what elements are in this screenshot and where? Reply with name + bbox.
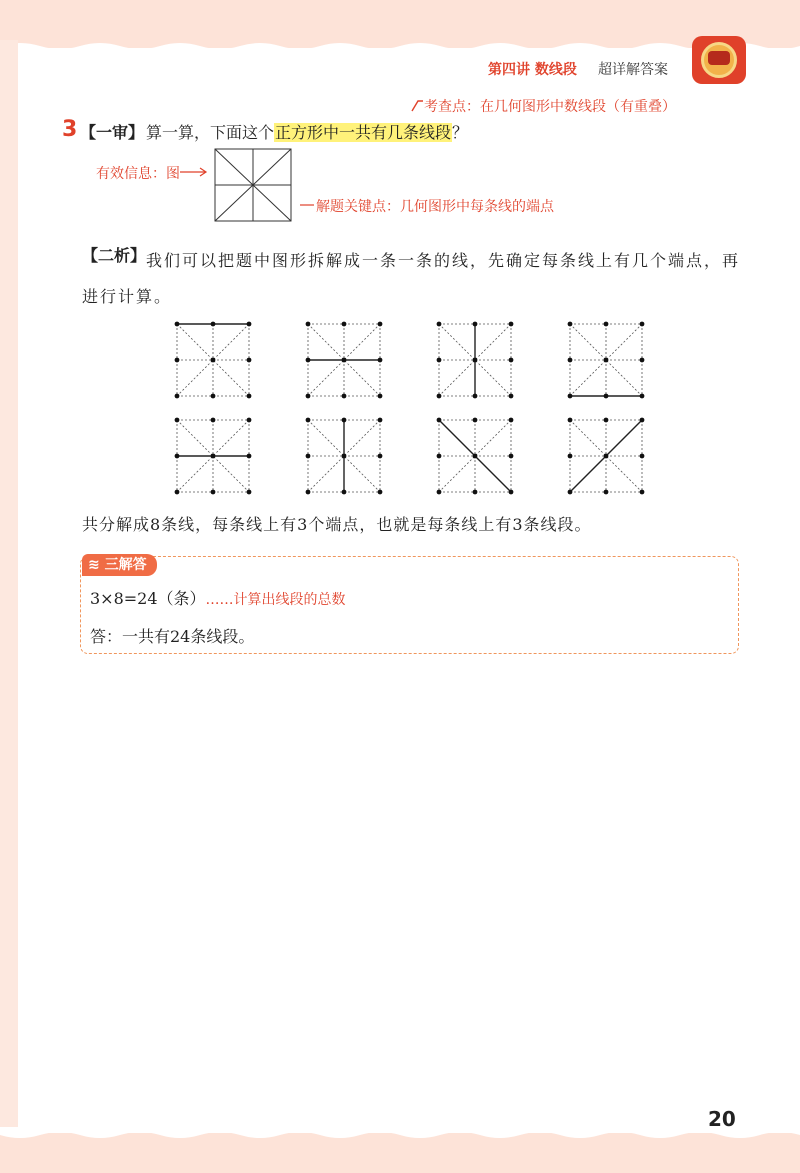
grid-dot (509, 454, 514, 459)
grid-dot (378, 418, 383, 423)
top-decorative-band (0, 0, 800, 48)
square-figure (214, 148, 292, 222)
decomposition-figure-8 (568, 418, 645, 495)
logo-ribbon (708, 51, 730, 65)
grid-dot (437, 322, 442, 327)
analysis-text: 我们可以把题中图形拆解成一条一条的线，先确定每条线上有几个端点，再进行计算。 (82, 251, 741, 306)
grid-dot (473, 322, 478, 327)
summary-text: 共分解成8条线，每条线上有3个端点，也就是每条线上有3条线段。 (82, 515, 592, 534)
grid-dot (604, 418, 609, 423)
grid-dot (342, 394, 347, 399)
calculation-text: 3×8=24（条） (90, 589, 206, 608)
decomposition-figure-6 (306, 418, 383, 495)
grid-dot (473, 490, 478, 495)
grid-dot (306, 418, 311, 423)
chapter-title: 第四讲 数线段 (488, 62, 577, 78)
grid-dot (342, 322, 347, 327)
grid-dot (568, 454, 573, 459)
grid-dot (640, 394, 645, 399)
book-logo-badge (692, 36, 746, 84)
grid-dot (211, 358, 216, 363)
wave-icon: ≋ (88, 557, 105, 573)
grid-dot (437, 418, 442, 423)
grid-dot (509, 322, 514, 327)
decomposition-figure-2 (306, 322, 383, 399)
grid-dot (175, 322, 180, 327)
grid-dot (306, 394, 311, 399)
grid-dot (509, 358, 514, 363)
valid-info-text: 有效信息：图 (96, 166, 180, 182)
question-tag: 【一审】 (80, 123, 145, 142)
grid-dot (437, 394, 442, 399)
question-text-before: 算一算，下面这个 (146, 123, 275, 142)
decomposition-figure-1 (175, 322, 252, 399)
grid-dot (211, 322, 216, 327)
grid-dot (473, 418, 478, 423)
grid-dot (604, 394, 609, 399)
decomposition-figure-3 (437, 322, 514, 399)
grid-dot (509, 490, 514, 495)
grid-dot (568, 322, 573, 327)
grid-dot (306, 490, 311, 495)
decomposition-figure-5 (175, 418, 252, 495)
grid-dot (640, 418, 645, 423)
grid-dot (306, 322, 311, 327)
grid-dot (306, 454, 311, 459)
decomposition-figure-4 (568, 322, 645, 399)
grid-dot (604, 454, 609, 459)
grid-dot (568, 358, 573, 363)
arrow-right-icon (180, 167, 208, 177)
grid-dot (175, 358, 180, 363)
grid-dot (247, 358, 252, 363)
grid-dot (211, 418, 216, 423)
grid-dot (568, 394, 573, 399)
grid-dot (640, 322, 645, 327)
final-answer: 答：一共有24条线段。 (90, 627, 255, 646)
grid-dot (473, 394, 478, 399)
key-point-text: 解题关键点：几何图形中每条线的端点 (316, 199, 554, 215)
question-number: 3 (62, 117, 78, 142)
header-subtitle: 超详解答案 (598, 62, 668, 78)
question-text-highlight: 正方形中一共有几条线段 (275, 123, 452, 142)
answer-title-text: 三解答 (104, 557, 147, 573)
page-number: 20 (708, 1107, 736, 1131)
decomposition-figures (160, 308, 660, 498)
grid-dot (342, 418, 347, 423)
grid-dot (509, 394, 514, 399)
grid-dot (378, 358, 383, 363)
grid-dot (437, 358, 442, 363)
grid-dot (175, 394, 180, 399)
grid-dot (640, 454, 645, 459)
grid-dot (211, 454, 216, 459)
grid-dot (640, 358, 645, 363)
question-text (146, 120, 468, 143)
grid-dot (378, 322, 383, 327)
pointer-arrow-icon (410, 97, 424, 113)
grid-dot (211, 394, 216, 399)
grid-dot (378, 394, 383, 399)
grid-dot (378, 490, 383, 495)
grid-dot (604, 322, 609, 327)
grid-dot (604, 490, 609, 495)
grid-dot (247, 454, 252, 459)
answer-title (82, 554, 157, 576)
grid-dot (509, 418, 514, 423)
grid-dot (568, 418, 573, 423)
key-point-note (300, 196, 554, 216)
grid-dot (247, 394, 252, 399)
exam-point-note (410, 96, 676, 116)
calculation-note: ……计算出线段的总数 (205, 592, 346, 608)
bottom-decorative-band (0, 1133, 800, 1173)
valid-info-note (96, 163, 208, 183)
grid-dot (175, 454, 180, 459)
grid-dot (473, 358, 478, 363)
question-text-after: ？ (452, 123, 469, 142)
grid-dot (568, 490, 573, 495)
grid-dot (437, 454, 442, 459)
calculation-line (90, 586, 346, 609)
grid-dot (473, 454, 478, 459)
grid-dot (175, 418, 180, 423)
grid-dot (378, 454, 383, 459)
pointer-line-icon (300, 200, 316, 210)
grid-dot (604, 358, 609, 363)
grid-dot (306, 358, 311, 363)
grid-dot (247, 490, 252, 495)
analysis-tag: 【二析】 (82, 246, 147, 265)
grid-dot (247, 418, 252, 423)
grid-dot (342, 490, 347, 495)
decomposition-figure-7 (437, 418, 514, 495)
grid-dot (247, 322, 252, 327)
grid-dot (342, 358, 347, 363)
grid-dot (640, 490, 645, 495)
grid-dot (211, 490, 216, 495)
exam-point-text: 考查点：在几何图形中数线段（有重叠） (424, 99, 676, 115)
grid-dot (342, 454, 347, 459)
grid-dot (437, 490, 442, 495)
left-decorative-stripe (0, 40, 18, 1130)
grid-dot (175, 490, 180, 495)
